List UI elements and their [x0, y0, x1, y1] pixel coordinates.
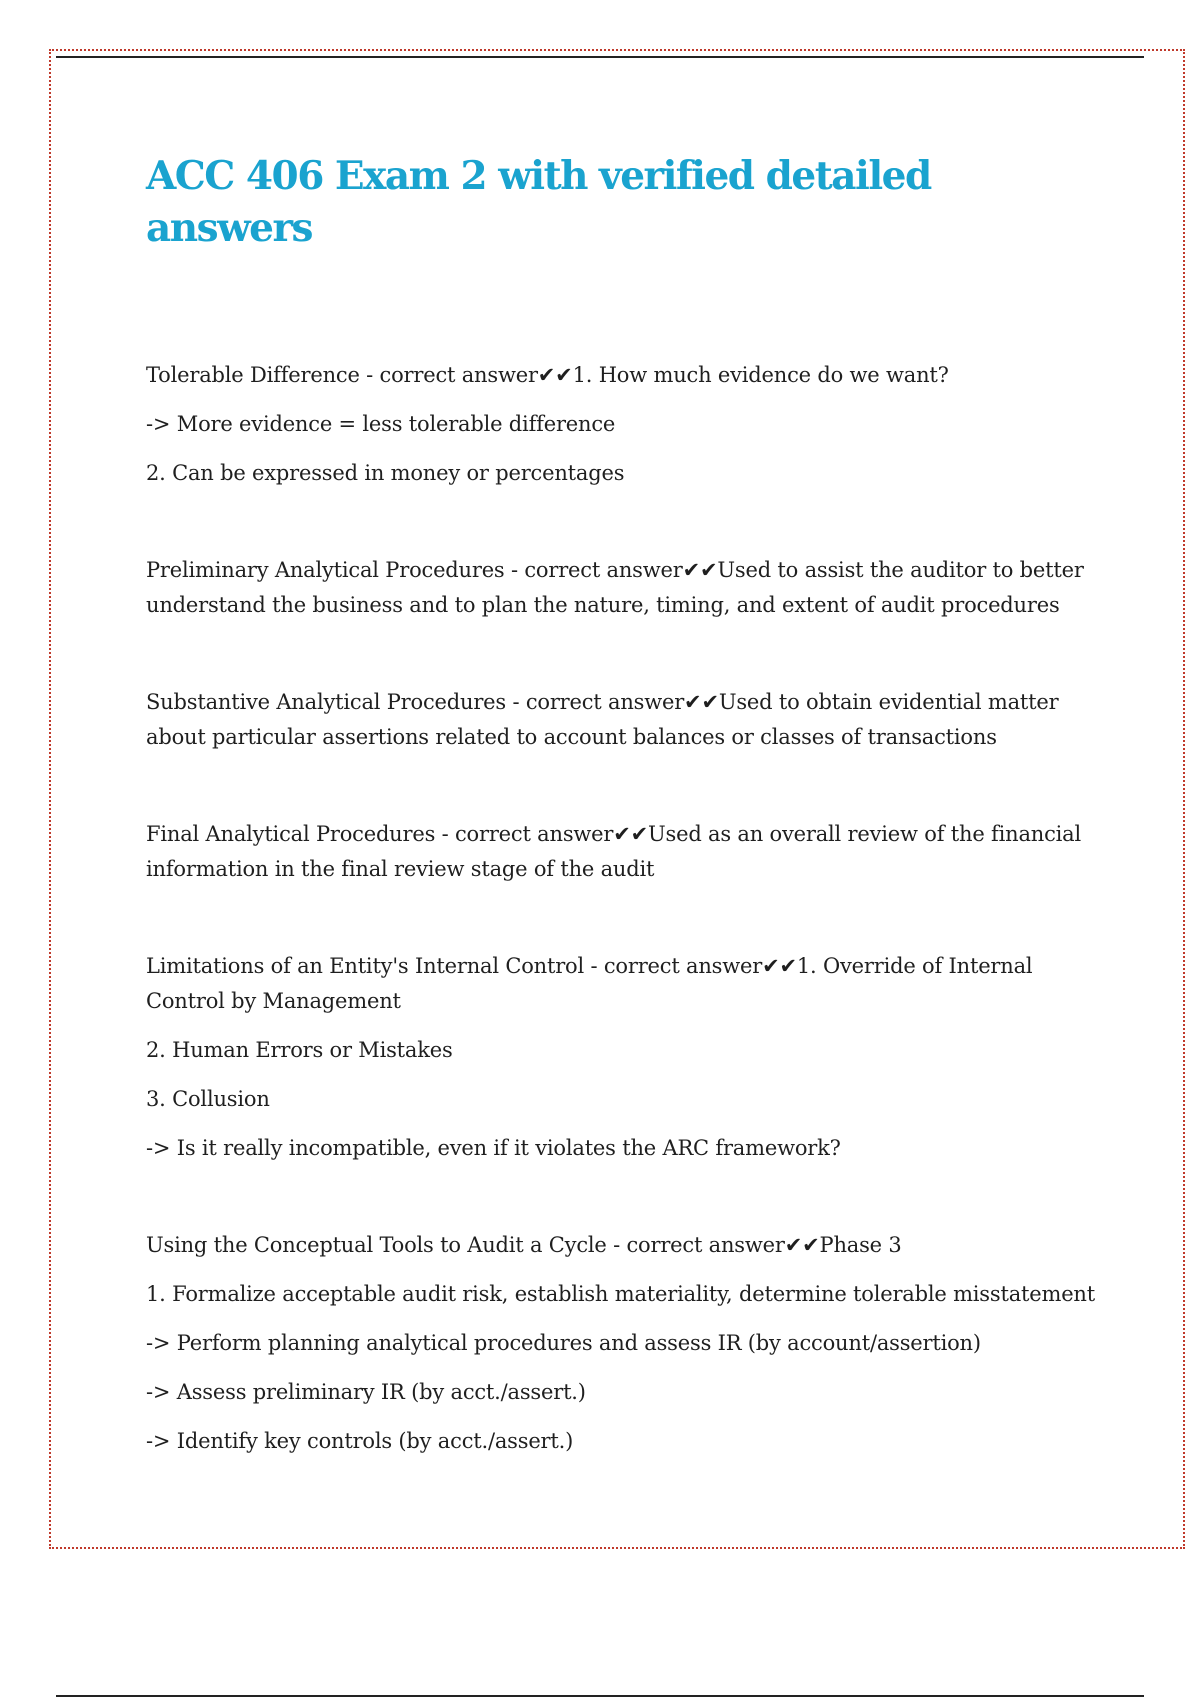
qa-text-line: -> Is it really incompatible, even if it violates the ARC framework? [146, 1136, 841, 1160]
qa-text-line: -> More evidence = less tolerable difference [146, 412, 616, 436]
qa-text-line: Preliminary Analytical Procedures - correct answer✔✔Used to assist the auditor to better understand the business and to plan the nature, timing, and extent of audit procedures [146, 558, 1084, 617]
qa-entry-conceptual-tools-audit-cycle [146, 1228, 1096, 1459]
qa-text-line: Substantive Analytical Procedures - correct answer✔✔Used to obtain evidential matter about particular assertions related to account balances or classes of transactions [146, 690, 1059, 749]
qa-text-line: 2. Can be expressed in money or percentages [146, 461, 625, 485]
qa-text-line: Tolerable Difference - correct answer✔✔1. How much evidence do we want? [146, 363, 949, 387]
qa-text-line: Using the Conceptual Tools to Audit a Cycle - correct answer✔✔Phase 3 [146, 1233, 902, 1257]
document-content [146, 150, 1096, 1459]
qa-list [146, 358, 1096, 1459]
qa-entry-substantive-analytical-procedures [146, 685, 1096, 755]
qa-text-line: 3. Collusion [146, 1087, 270, 1111]
qa-text-line: Final Analytical Procedures - correct answer✔✔Used as an overall review of the financial information in the final review stage of the audit [146, 822, 1082, 881]
bottom-rule [56, 1695, 1144, 1697]
document-title: ACC 406 Exam 2 with verified detailed answers [146, 153, 931, 251]
qa-text-line: 2. Human Errors or Mistakes [146, 1038, 453, 1062]
qa-entry-preliminary-analytical-procedures [146, 553, 1096, 623]
qa-entry-final-analytical-procedures [146, 817, 1096, 887]
qa-text-line: -> Identify key controls (by acct./assert.) [146, 1429, 574, 1453]
qa-text-line: -> Perform planning analytical procedures and assess IR (by account/assertion) [146, 1331, 981, 1355]
qa-text-line: 1. Formalize acceptable audit risk, establish materiality, determine tolerable misstatement [146, 1282, 1095, 1306]
qa-entry-internal-control-limitations [146, 949, 1096, 1166]
qa-text-line: -> Assess preliminary IR (by acct./assert.) [146, 1380, 586, 1404]
qa-entry-tolerable-difference [146, 358, 1096, 491]
qa-text-line: Limitations of an Entity's Internal Control - correct answer✔✔1. Override of Internal Control by Management [146, 954, 1033, 1013]
top-rule [56, 56, 1144, 58]
